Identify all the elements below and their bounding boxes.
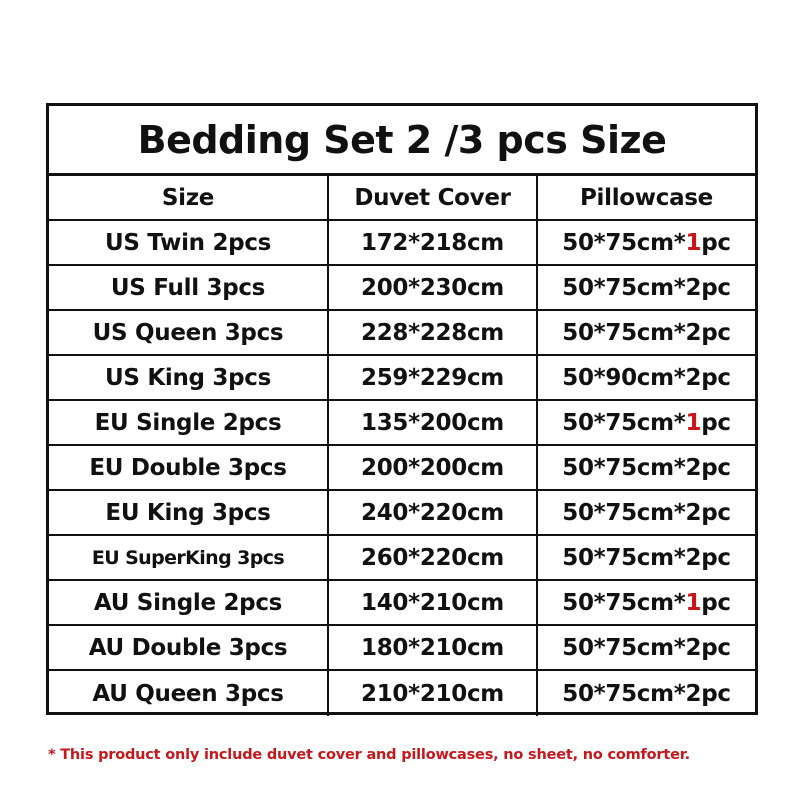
pillowcase-count: 2 xyxy=(685,319,702,346)
pillowcase-size: 50*90cm* xyxy=(562,364,686,391)
pillowcase-count: 2 xyxy=(685,634,702,661)
pillowcase-unit: pc xyxy=(701,499,731,526)
pillowcase-cell xyxy=(538,446,755,491)
duvet-cover-cell: 140*210cm xyxy=(329,581,538,626)
pillowcase-count: 2 xyxy=(685,680,702,707)
size-cell: AU Single 2pcs xyxy=(49,581,329,626)
duvet-cover-cell: 200*200cm xyxy=(329,446,538,491)
pillowcase-unit: pc xyxy=(701,589,731,616)
size-cell: US Full 3pcs xyxy=(49,266,329,311)
pillowcase-count: 2 xyxy=(685,364,702,391)
pillowcase-size: 50*75cm* xyxy=(562,229,686,256)
size-cell: AU Double 3pcs xyxy=(49,626,329,671)
pillowcase-unit: pc xyxy=(701,364,731,391)
pillowcase-size: 50*75cm* xyxy=(562,454,686,481)
pillowcase-cell xyxy=(538,536,755,581)
pillowcase-size: 50*75cm* xyxy=(562,544,686,571)
pillowcase-unit: pc xyxy=(701,634,731,661)
header-size: Size xyxy=(49,176,329,221)
duvet-cover-cell: 210*210cm xyxy=(329,671,538,716)
size-chart-table xyxy=(46,103,758,715)
pillowcase-unit: pc xyxy=(701,454,731,481)
pillowcase-cell xyxy=(538,671,755,716)
pillowcase-unit: pc xyxy=(701,229,731,256)
pillowcase-size: 50*75cm* xyxy=(562,634,686,661)
size-cell: US King 3pcs xyxy=(49,356,329,401)
pillowcase-count: 2 xyxy=(685,499,702,526)
duvet-cover-cell: 135*200cm xyxy=(329,401,538,446)
size-cell: EU SuperKing 3pcs xyxy=(49,536,329,581)
duvet-cover-cell: 259*229cm xyxy=(329,356,538,401)
pillowcase-cell xyxy=(538,401,755,446)
pillowcase-cell xyxy=(538,266,755,311)
pillowcase-cell xyxy=(538,581,755,626)
duvet-cover-cell: 228*228cm xyxy=(329,311,538,356)
size-cell: US Queen 3pcs xyxy=(49,311,329,356)
pillowcase-count: 1 xyxy=(685,229,702,256)
pillowcase-size: 50*75cm* xyxy=(562,680,686,707)
pillowcase-cell xyxy=(538,311,755,356)
pillowcase-unit: pc xyxy=(701,274,731,301)
pillowcase-unit: pc xyxy=(701,544,731,571)
size-cell: AU Queen 3pcs xyxy=(49,671,329,716)
pillowcase-count: 2 xyxy=(685,544,702,571)
size-cell: EU Double 3pcs xyxy=(49,446,329,491)
size-cell: EU King 3pcs xyxy=(49,491,329,536)
pillowcase-cell xyxy=(538,356,755,401)
pillowcase-cell xyxy=(538,626,755,671)
pillowcase-cell xyxy=(538,221,755,266)
duvet-cover-cell: 200*230cm xyxy=(329,266,538,311)
duvet-cover-cell: 240*220cm xyxy=(329,491,538,536)
table-title: Bedding Set 2 /3 pcs Size xyxy=(49,106,755,176)
size-cell: EU Single 2pcs xyxy=(49,401,329,446)
pillowcase-count: 1 xyxy=(685,409,702,436)
header-pillowcase: Pillowcase xyxy=(538,176,755,221)
pillowcase-size: 50*75cm* xyxy=(562,274,686,301)
pillowcase-unit: pc xyxy=(701,409,731,436)
pillowcase-count: 2 xyxy=(685,454,702,481)
duvet-cover-cell: 260*220cm xyxy=(329,536,538,581)
size-cell: US Twin 2pcs xyxy=(49,221,329,266)
pillowcase-size: 50*75cm* xyxy=(562,319,686,346)
pillowcase-cell xyxy=(538,491,755,536)
pillowcase-count: 2 xyxy=(685,274,702,301)
size-grid xyxy=(49,176,755,716)
pillowcase-count: 1 xyxy=(685,589,702,616)
pillowcase-size: 50*75cm* xyxy=(562,589,686,616)
duvet-cover-cell: 172*218cm xyxy=(329,221,538,266)
header-duvet-cover: Duvet Cover xyxy=(329,176,538,221)
duvet-cover-cell: 180*210cm xyxy=(329,626,538,671)
pillowcase-size: 50*75cm* xyxy=(562,499,686,526)
disclaimer-note: * This product only include duvet cover and pillowcases, no sheet, no comforter. xyxy=(48,747,690,763)
pillowcase-unit: pc xyxy=(701,319,731,346)
pillowcase-unit: pc xyxy=(701,680,731,707)
pillowcase-size: 50*75cm* xyxy=(562,409,686,436)
